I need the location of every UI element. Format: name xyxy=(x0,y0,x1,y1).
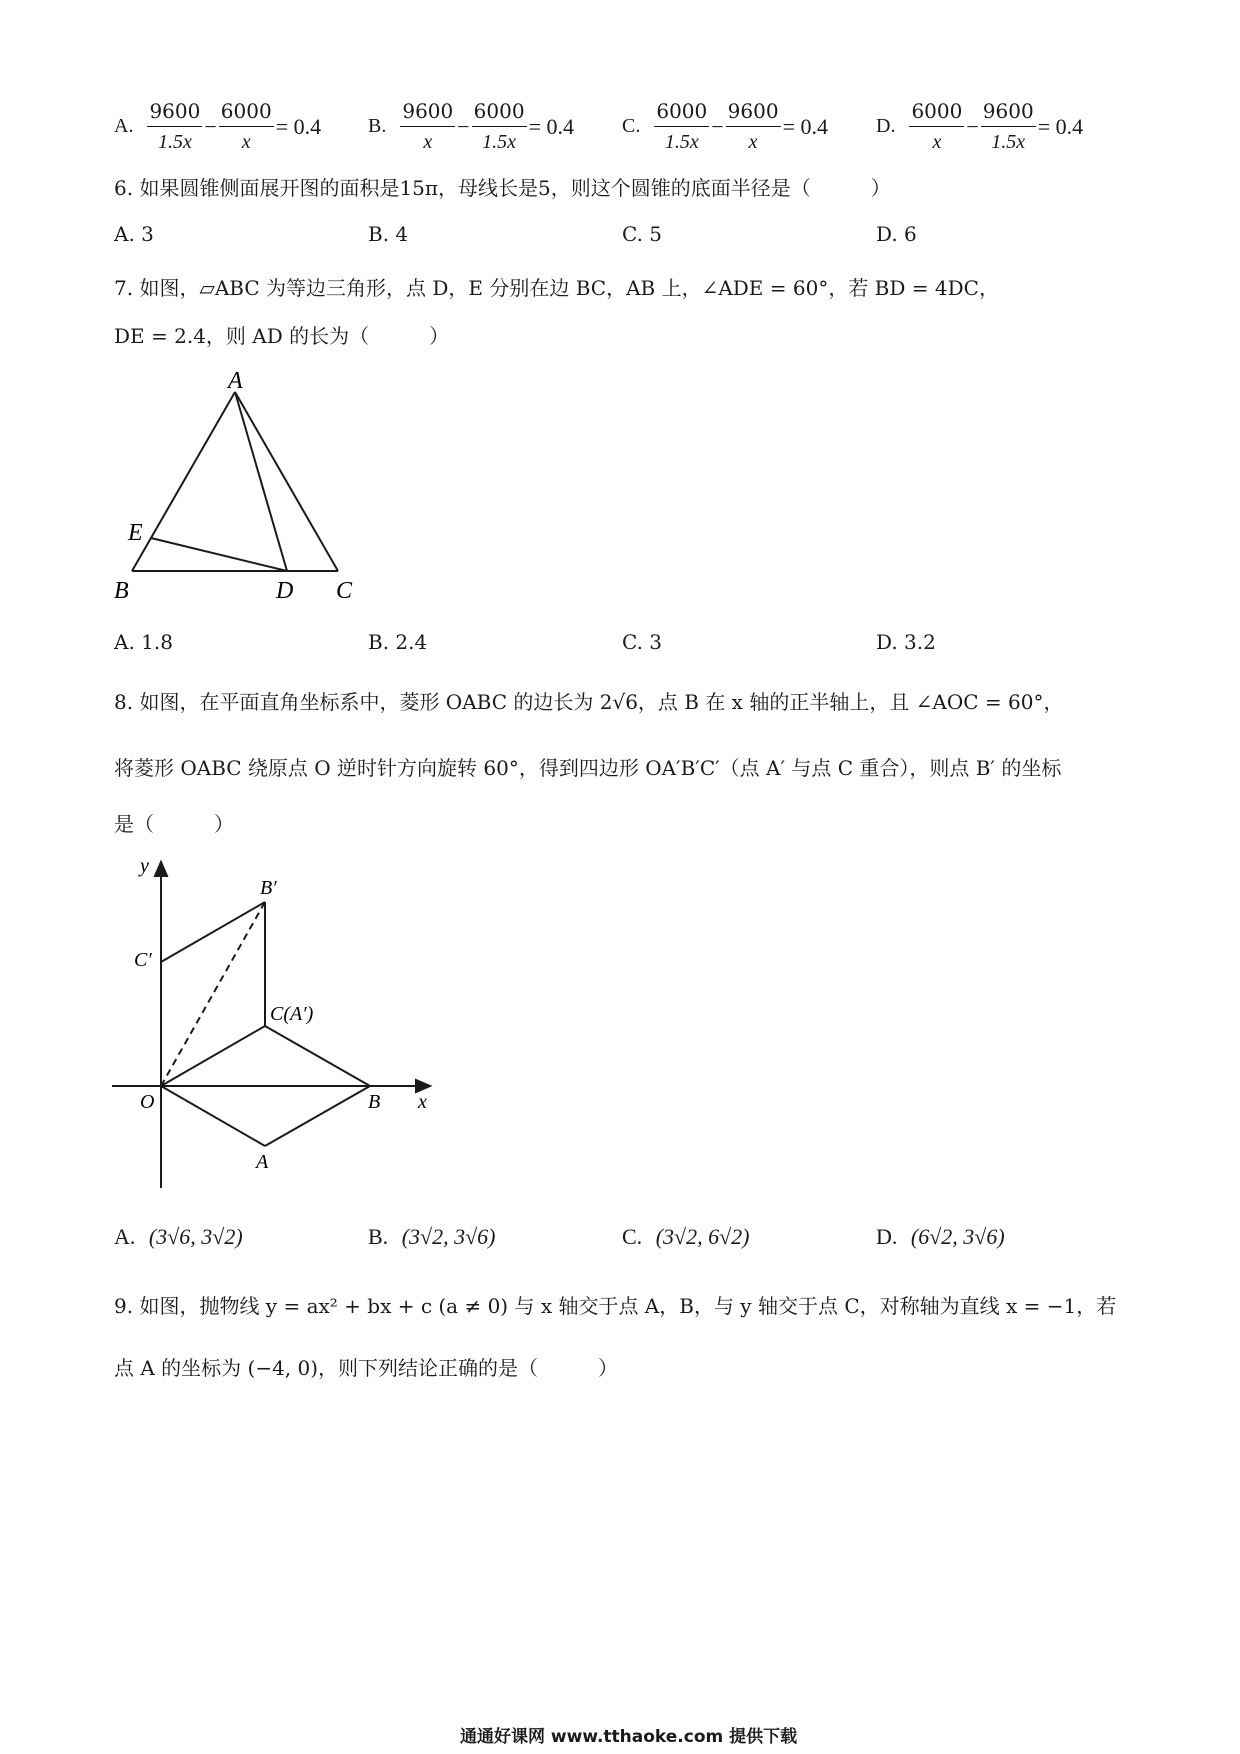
q8-stem-line1: 8. 如图，在平面直角坐标系中，菱形 OABC 的边长为 2√6，点 B 在 x 轴的正半轴上，且 ∠AOC = 60°， xyxy=(114,690,1064,714)
equation-rhs: = 0.4 xyxy=(1037,113,1084,139)
q5-option-a: A. $\frac{9600}{1.5x}$ − $\frac{6000}{x}$ = 0.4 xyxy=(114,96,321,157)
segment-ad xyxy=(235,392,287,571)
q8-option-value: (3√6, 3√2) xyxy=(148,1224,243,1249)
q9-stem-line1: 9. 如图，抛物线 y = ax² + bx + c (a ≠ 0) 与 x 轴交于点 A，B，与 y 轴交于点 C，对称轴为直线 x = −1，若 xyxy=(114,1294,1117,1318)
q8-rhombus-figure xyxy=(100,850,450,1195)
q7-stem-line1: 7. 如图，▱ABC 为等边三角形，点 D，E 分别在边 BC，AB 上，∠ADE = 60°，若 BD = 4DC， xyxy=(114,276,999,300)
label-b: B xyxy=(368,1091,381,1113)
label-b: B xyxy=(114,578,129,604)
fraction-denominator: 1.5x xyxy=(482,131,517,153)
q6-stem: 6. 如果圆锥侧面展开图的面积是15π，母线长是5，则这个圆锥的底面半径是（ ） xyxy=(114,176,891,200)
label-a: A xyxy=(228,368,243,394)
q5-option-b: B. $\frac{9600}{x}$ − $\frac{6000}{1.5x}$ = 0.4 xyxy=(368,96,574,157)
q8-option-a xyxy=(114,1224,243,1250)
q9-stem-line2: 点 A 的坐标为 (−4, 0)，则下列结论正确的是（ ） xyxy=(114,1356,619,1380)
label-y: y xyxy=(140,855,149,877)
segment-ao xyxy=(161,1086,265,1146)
segment-ba xyxy=(265,1086,370,1146)
q8-stem-line2: 将菱形 OABC 绕原点 O 逆时针方向旋转 60°，得到四边形 OA′B′C′（点 A′ 与点 C 重合），则点 B′ 的坐标 xyxy=(114,756,1062,780)
q5-option-d: D. $\frac{6000}{x}$ − $\frac{9600}{1.5x}$ = 0.4 xyxy=(876,96,1083,157)
q7-triangle-figure xyxy=(110,360,370,610)
fraction-numerator: 9600 xyxy=(400,96,455,127)
label-o: O xyxy=(140,1091,155,1113)
q7-option-a: A. 1.8 xyxy=(114,630,173,654)
fraction-numerator: 6000 xyxy=(654,96,709,127)
page-footer: 通通好课网 www.tthaoke.com 提供下载 xyxy=(460,1727,798,1747)
q5-option-letter: B. xyxy=(368,115,387,137)
q5-option-letter: C. xyxy=(622,115,641,137)
label-c-prime: C′ xyxy=(134,949,152,971)
label-d: D xyxy=(276,578,294,604)
label-b-prime: B′ xyxy=(260,877,277,899)
q7-option-b: B. 2.4 xyxy=(368,630,428,654)
q8-option-b xyxy=(368,1224,496,1250)
equation-rhs: = 0.4 xyxy=(782,113,828,139)
fraction-numerator: 6000 xyxy=(219,96,274,127)
q8-option-value: (3√2, 6√2) xyxy=(655,1224,750,1249)
q6-option-d: D. 6 xyxy=(876,222,917,246)
segment-ac xyxy=(235,392,338,571)
label-c: C xyxy=(336,578,353,604)
q7-option-d: D. 3.2 xyxy=(876,630,936,654)
label-c-a-prime: C(A′) xyxy=(270,1003,314,1025)
segment-de xyxy=(151,538,287,571)
q6-option-c: C. 5 xyxy=(622,222,663,246)
q5-option-c: C. $\frac{6000}{1.5x}$ − $\frac{9600}{x}$ = 0.4 xyxy=(622,96,828,157)
fraction-numerator: 6000 xyxy=(909,96,964,127)
segment-obprime-dashed xyxy=(161,902,265,1086)
fraction-denominator: x xyxy=(932,131,942,153)
q8-option-letter: B. xyxy=(368,1224,389,1249)
q8-option-value: (3√2, 3√6) xyxy=(401,1224,496,1249)
y-axis-arrow-icon xyxy=(155,862,167,876)
fraction-numerator: 9600 xyxy=(147,96,202,127)
q7-option-c: C. 3 xyxy=(622,630,663,654)
segment-oc xyxy=(161,1026,265,1086)
fraction-denominator: x xyxy=(423,131,433,153)
fraction-numerator: 6000 xyxy=(472,96,527,127)
segment-bprime-cprime xyxy=(161,902,265,962)
q8-option-value: (6√2, 3√6) xyxy=(910,1224,1005,1249)
q8-stem-line3: 是（ ） xyxy=(114,812,234,836)
q8-option-c xyxy=(622,1224,750,1250)
fraction-numerator: 9600 xyxy=(726,96,781,127)
fraction-denominator: 1.5x xyxy=(664,131,699,153)
fraction-denominator: x xyxy=(241,131,251,153)
segment-ab xyxy=(132,392,235,571)
q8-option-letter: A. xyxy=(114,1224,136,1249)
equation-rhs: = 0.4 xyxy=(528,113,574,139)
q6-option-b: B. 4 xyxy=(368,222,409,246)
segment-cb xyxy=(265,1026,370,1086)
q8-option-letter: D. xyxy=(876,1224,898,1249)
q6-option-a: A. 3 xyxy=(114,222,154,246)
q8-option-letter: C. xyxy=(622,1224,643,1249)
label-e: E xyxy=(128,520,143,546)
label-x: x xyxy=(418,1091,427,1113)
fraction-denominator: 1.5x xyxy=(157,131,192,153)
equation-rhs: = 0.4 xyxy=(275,113,322,139)
fraction-denominator: x xyxy=(748,131,758,153)
q7-stem-line2: DE = 2.4，则 AD 的长为（ ） xyxy=(114,324,450,348)
q8-option-d xyxy=(876,1224,1005,1250)
fraction-numerator: 9600 xyxy=(981,96,1036,127)
q5-option-letter: A. xyxy=(114,115,134,137)
q5-option-letter: D. xyxy=(876,115,896,137)
fraction-denominator: 1.5x xyxy=(991,131,1026,153)
label-a: A xyxy=(256,1151,269,1173)
